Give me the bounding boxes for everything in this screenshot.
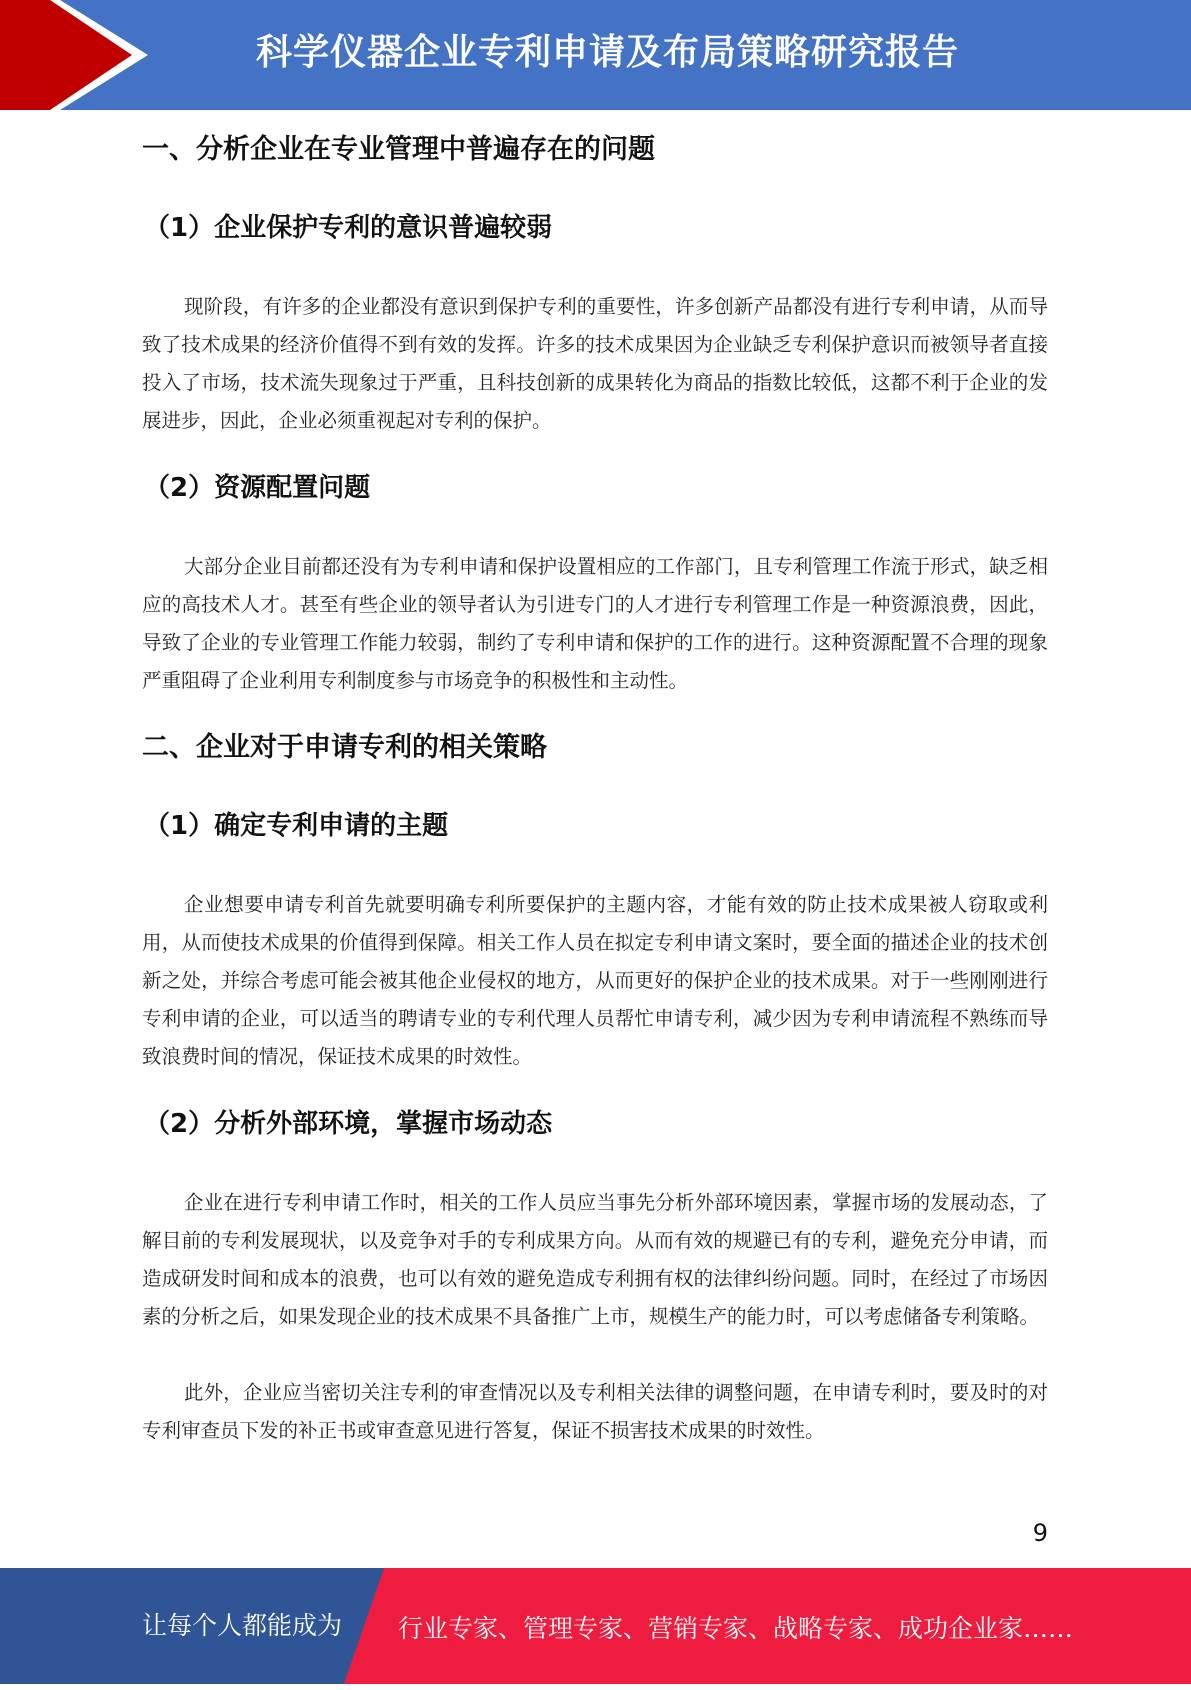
paragraph: 现阶段，有许多的企业都没有意识到保护专利的重要性，许多创新产品都没有进行专利申请，从而导致了技术成果的经济价值得不到有效的发挥。许多的技术成果因为企业缺乏专利保护意识而被领导者直接投入了市场，技术流失现象过于严重，且科技创新的成果转化为商品的指数比较低，这都不利于企业的发展进步，因此，企业必须重视起对专利的保护。 [142,295,1048,432]
subsection-heading-2-2: （2）分析外部环境，掌握市场动态 [144,1109,553,1139]
paragraph: 大部分企业目前都还没有为专利申请和保护设置相应的工作部门，且专利管理工作流于形式，缺乏相应的高技术人才。甚至有些企业的领导者认为引进专门的人才进行专利管理工作是一种资源浪费，因此，导致了企业的专业管理工作能力较弱，制约了专利申请和保护的工作的进行。这种资源配置不合理的现象严重阻碍了企业利用专利制度参与市场竞争的积极性和主动性。 [142,555,1048,692]
subsection-heading-1-1: （1）企业保护专利的意识普遍较弱 [144,213,553,243]
page-number: 9 [1032,1519,1048,1547]
page-footer [0,1568,1191,1684]
report-title: 科学仪器企业专利申请及布局策略研究报告 [255,32,959,73]
section-heading-1: 一、分析企业在专业管理中普遍存在的问题 [142,134,655,165]
section-heading-2: 二、企业对于申请专利的相关策略 [142,732,547,763]
main-content [142,128,1048,1450]
paragraph: 此外，企业应当密切关注专利的审查情况以及专利相关法律的调整问题，在申请专利时，要及时的对专利审查员下发的补正书或审查意见进行答复，保证不损害技术成果的时效性。 [142,1381,1048,1442]
paragraph: 企业想要申请专利首先就要明确专利所要保护的主题内容，才能有效的防止技术成果被人窃取或利用，从而使技术成果的价值得到保障。相关工作人员在拟定专利申请文案时，要全面的描述企业的技术创新之处，并综合考虑可能会被其他企业侵权的地方，从而更好的保护企业的技术成果。对于一些刚刚进行专利申请的企业，可以适当的聘请专业的专利代理人员帮忙申请专利，减少因为专利申请流程不熟练而导致浪费时间的情况，保证技术成果的时效性。 [142,893,1048,1068]
subsection-heading-2-1: （1）确定专利申请的主题 [144,811,449,841]
subsection-heading-1-2: （2）资源配置问题 [144,473,371,503]
page-header [0,0,1191,110]
footer-slogan-right: 行业专家、管理专家、营销专家、战略专家、成功企业家…… [398,1614,1074,1643]
footer-slogan-left: 让每个人都能成为 [142,1611,343,1640]
paragraph: 企业在进行专利申请工作时，相关的工作人员应当事先分析外部环境因素，掌握市场的发展动态，了解目前的专利发展现状，以及竞争对手的专利成果方向。从而有效的规避已有的专利，避免充分申请，而造成研发时间和成本的浪费，也可以有效的避免造成专利拥有权的法律纠纷问题。同时，在经过了市场因素的分析之后，如果发现企业的技术成果不具备推广上市，规模生产的能力时，可以考虑储备专利策略。 [142,1191,1048,1328]
